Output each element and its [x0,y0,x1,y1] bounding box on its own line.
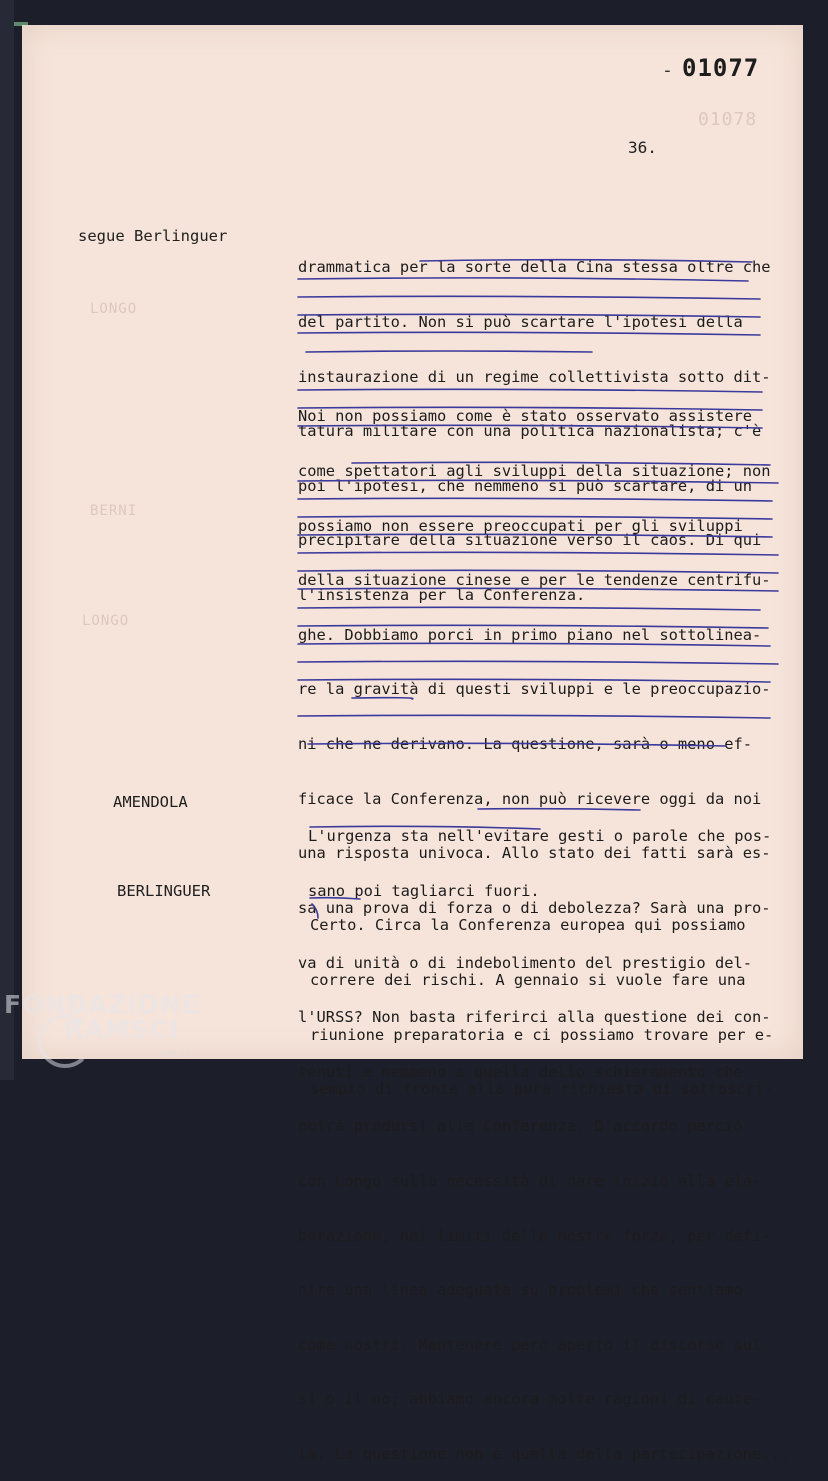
bleed-through-text: 01078 [698,109,758,130]
watermark-sub: ONLUS [160,1050,191,1060]
text-line: correre dei rischi. A gennaio si vuole fare una [310,971,746,990]
speaker-label-berlinguer: BERLINGUER [117,882,211,900]
text-line: come nostri. Mantenere però aperto il discorso sul [298,1335,762,1354]
text-line: della situazione cinese e per le tendenze centrifu- [298,571,771,590]
text-line: precipitare della situazione verso il caos. Di qui [298,531,762,550]
text-line: sa una prova di forza o di debolezza? Sarà una pro- [298,898,771,917]
text-line: ghe. Dobbiamo porci in primo piano nel sottolinea- [298,625,762,644]
text-line: l'URSS? Non basta riferirci alla questione dei con- [298,1008,771,1027]
text-line: tatura militare con una politica nazionalista; c'è [298,422,762,441]
text-line: ficace la Conferenza, non può ricevere oggi da noi [298,789,762,808]
watermark-line1: FONDAZIONE [4,990,201,1019]
text-line: potrà prodursi alla Conferenza. D'accordo perciò [298,1117,743,1136]
text-line: una risposta univoca. Allo stato dei fatti sarà es- [298,844,771,863]
text-line: poi l'ipotesi, che nemmeno si può scartare, di un [298,476,753,495]
document-number: 01077 [682,54,760,82]
text-line: drammatica per la sorte della Cina stessa oltre che [298,258,771,277]
bleed-through-text: BERNI [90,503,138,519]
text-line: tenuti e nemmeno a quella dello schieramento che [298,1062,743,1081]
text-line: borazione, nei limiti delle nostre forze, per defi- [298,1226,771,1245]
watermark-line2: RAMSCI [64,1015,180,1044]
text-line: nire una linea adeguata su problemi che sentiamo [298,1281,743,1300]
text-line: con Longo sulla necessità di dare inizio alla ela- [298,1171,762,1190]
text-line: del partito. Non si può scartare l'ipotesi della [298,313,743,332]
text-line: possiamo non essere preoccupati per gli sviluppi [298,516,743,535]
text-line: la. La questione non è quella della partecipazione... [298,1444,790,1463]
text-line: L'urgenza sta nell'evitare gesti o parole che pos- [308,827,772,846]
docnum-dash: - [662,60,673,81]
watermark-g-icon [38,1014,92,1068]
bleed-through-text: LONGO [82,613,130,629]
text-line: Certo. Circa la Conferenza europea qui possiamo [310,916,746,935]
binder-spine [0,0,14,1080]
speaker-label-segue-berlinguer: segue Berlinguer [78,227,228,245]
text-line: l'insistenza per la Conferenza. [298,586,586,605]
paragraph-berlinguer-3 [310,880,773,1117]
bleed-through-text: LONGO [90,301,138,317]
text-line: sano poi tagliarci fuori. [308,882,540,901]
watermark-logo [4,990,200,1044]
speaker-label-amendola: AMENDOLA [113,793,188,811]
text-line: sempio di fronte alla pura richiesta di sottoscri- [310,1080,774,1099]
page-number: 36. [628,138,657,157]
text-line: come spettatori agli sviluppi della situazione; non [298,462,771,481]
text-line: va di unità o di indebolimento del prestigio del- [298,953,753,972]
text-line: riunione preparatoria e ci possiamo trovare per e- [310,1025,774,1044]
text-line: sì o il no; abbiamo ancora molte ragioni di caute- [298,1390,762,1409]
text-line: Noi non possiamo come è stato osservato assistere [298,407,753,426]
text-line: re la gravità di questi sviluppi e le preoccupazio- [298,680,771,699]
text-line: instaurazione di un regime collettivista sotto dit- [298,367,771,386]
text-line: ni che ne derivano. La questione, sarà o meno ef- [298,735,753,754]
